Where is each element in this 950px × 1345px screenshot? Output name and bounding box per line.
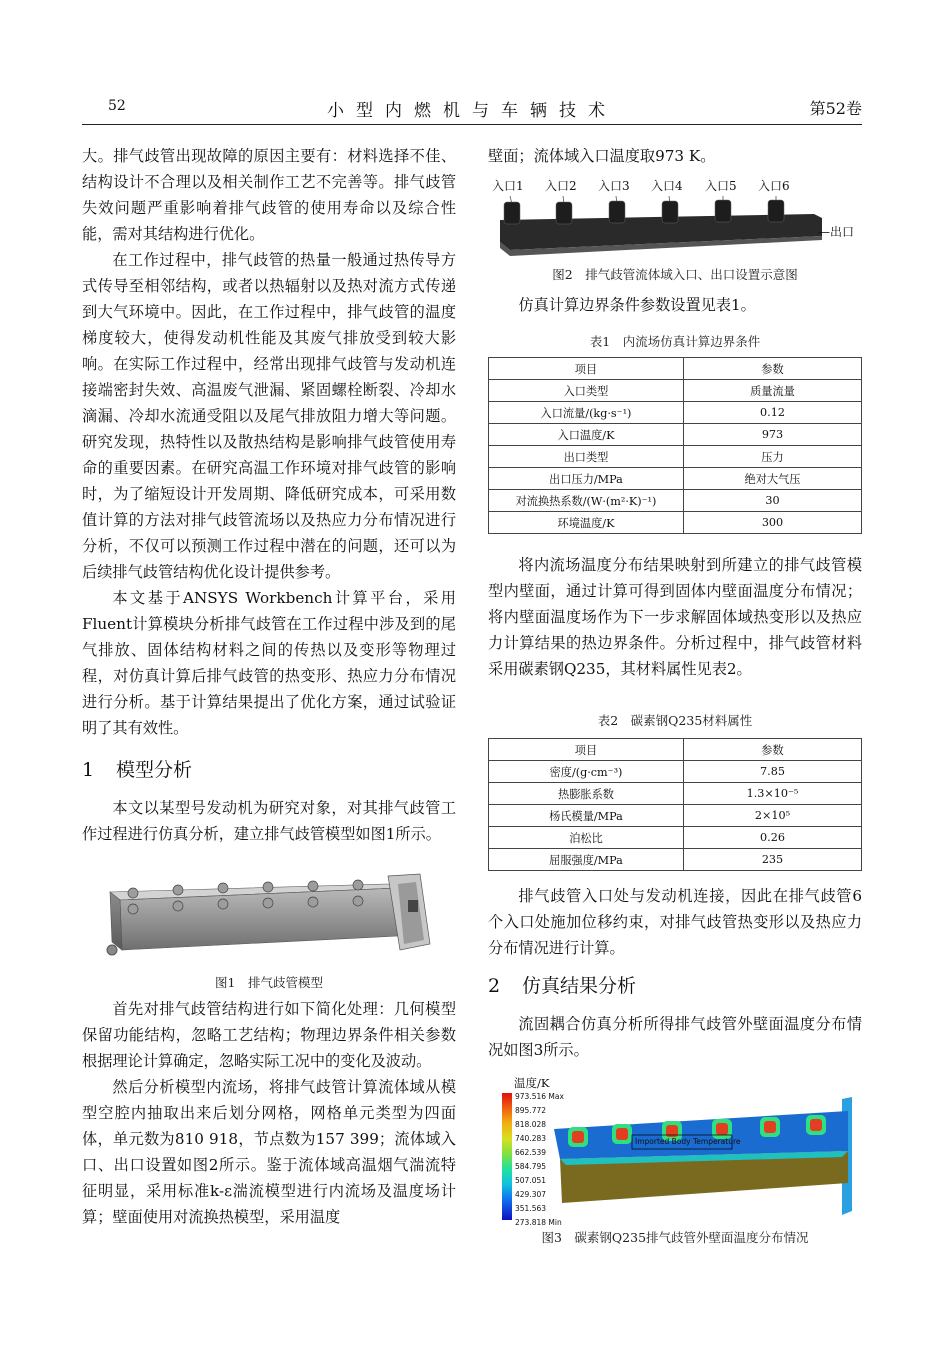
left-paragraph-6: 然后分析模型内流场，将排气歧管计算流体域从模型空腔内抽取出来后划分网格，网格单元类型为四面体，单元数为810 918，节点数为157 399；流体域入口、出口设置如图2所示。鉴于流体域高温烟气湍流特征明显，采用标准k-ε湍流模型进行内流场及温度场计算；壁面使用对流换热模型，采用温度 (82, 1078, 456, 1226)
table-cell: 质量流量 (684, 380, 862, 402)
table-cell: 0.12 (684, 402, 862, 424)
left-column-bottom (82, 996, 456, 1230)
inlet-label-6: 入口6 (758, 179, 790, 193)
right-paragraph-1: 壁面；流体域入口温度取973 K。 (488, 147, 716, 165)
right-paragraph-3-wrap (488, 552, 862, 682)
table-1-header-cell: 项目 (489, 358, 684, 380)
outlet-label: —出口 (818, 225, 855, 239)
table-cell: 30 (684, 490, 862, 512)
table-1-header-row (489, 358, 862, 380)
table-cell: 密度/(g·cm⁻³) (489, 761, 684, 783)
table-cell: 绝对大气压 (684, 468, 862, 490)
table-cell: 入口温度/K (489, 424, 684, 446)
table-2-header-cell: 项目 (489, 739, 684, 761)
left-column-mid (82, 795, 456, 847)
table-row (489, 512, 862, 534)
table-cell: 出口压力/MPa (489, 468, 684, 490)
figure-3-caption: 图3 碳素钢Q235排气歧管外壁面温度分布情况 (541, 1230, 809, 1245)
table-cell: 0.26 (684, 827, 862, 849)
legend-value: 662.539 (515, 1148, 547, 1157)
inlet-label-5: 入口5 (705, 179, 737, 193)
journal-title: 小型内燃机与车辆技术 (327, 101, 617, 121)
probe-label: Imported Body Temperature (635, 1137, 741, 1146)
right-paragraph-4: 排气歧管入口处与发动机连接，因此在排气歧管6个入口处施加位移约束，对排气歧管热变形以及热应力分布情况进行计算。 (488, 887, 862, 957)
table-row (489, 805, 862, 827)
table-1-header-cell: 参数 (684, 358, 862, 380)
table-cell: 环境温度/K (489, 512, 684, 534)
left-column-top (82, 143, 456, 741)
table-row (489, 380, 862, 402)
table-row (489, 783, 862, 805)
right-paragraph-3: 将内流场温度分布结果映射到所建立的排气歧管模型内壁面，通过计算可得到固体内壁面温度分布情况；将内壁面温度场作为下一步求解固体域热变形以及热应力计算结果的热边界条件。分析过程中，排气歧管材料采用碳素钢Q235，其材料属性见表2。 (488, 556, 862, 678)
legend-value: 818.028 (515, 1120, 547, 1129)
table-2-header-cell: 参数 (684, 739, 862, 761)
legend-value: 351.563 (515, 1204, 547, 1213)
legend-value: 507.051 (515, 1176, 547, 1185)
inlet-label-1: 入口1 (492, 179, 524, 193)
table-cell: 1.3×10⁻⁵ (684, 783, 862, 805)
right-paragraph-2: 仿真计算边界条件参数设置见表1。 (518, 296, 756, 314)
table-cell: 出口类型 (489, 446, 684, 468)
table-2 (488, 738, 862, 871)
legend-title: 温度/K (514, 1076, 550, 1090)
table-cell: 973 (684, 424, 862, 446)
right-paragraph-5: 流固耦合仿真分析所得排气歧管外壁面温度分布情况如图3所示。 (488, 1015, 862, 1059)
section-2-number: 2 (488, 975, 501, 997)
table-2-header-row (489, 739, 862, 761)
table-row (489, 446, 862, 468)
table-cell: 屈服强度/MPa (489, 849, 684, 871)
legend-value: 584.795 (515, 1162, 547, 1171)
table-row (489, 827, 862, 849)
left-paragraph-1: 大。排气歧管出现故障的原因主要有：材料选择不佳、结构设计不合理以及相关制作工艺不完善等。排气歧管失效问题严重影响着排气歧管的使用寿命以及综合性能，需对其结构进行优化。 (82, 147, 456, 243)
figure-1-caption: 图1 排气歧管模型 (215, 975, 323, 990)
section-1-number: 1 (82, 759, 95, 781)
page-number: 52 (108, 98, 126, 114)
inlet-label-3: 入口3 (598, 179, 630, 193)
table-row (489, 761, 862, 783)
table-row (489, 424, 862, 446)
table-cell: 对流换热系数/(W·(m²·K)⁻¹) (489, 490, 684, 512)
inlet-label-4: 入口4 (651, 179, 683, 193)
section-2-title: 仿真结果分析 (522, 975, 637, 997)
section-2-heading (488, 972, 636, 1000)
left-paragraph-3: 本文基于ANSYS Workbench计算平台，采用Fluent计算模块分析排气歧管在工作过程中涉及到的尾气排放、固体结构材料之间的传热以及变形等物理过程，对仿真计算后排气歧管的热变形、热应力分布情况进行分析。基于计算结果提出了优化方案，通过试验证明了其有效性。 (82, 589, 456, 737)
right-paragraph-4-wrap (488, 883, 862, 961)
temperature-contour-image (552, 1093, 862, 1221)
figure-1-manifold-model (98, 870, 443, 962)
left-paragraph-4: 本文以某型号发动机为研究对象，对其排气歧管工作过程进行仿真分析，建立排气歧管模型如图1所示。 (82, 799, 456, 843)
manifold-3d-image (98, 870, 443, 962)
right-paragraph-5-wrap (488, 1011, 862, 1063)
legend-value: 273.818 Min (515, 1218, 562, 1227)
fluid-domain-image (496, 190, 826, 260)
table-1 (488, 357, 862, 534)
table-1-title: 表1 内流场仿真计算边界条件 (589, 334, 761, 349)
table-cell: 泊松比 (489, 827, 684, 849)
legend-colorbar (502, 1093, 512, 1220)
outlet-text: 出口 (830, 225, 855, 239)
legend-value: 429.307 (515, 1190, 547, 1199)
section-1-heading (82, 756, 192, 784)
table-row (489, 490, 862, 512)
right-paragraph-2-wrap (488, 292, 862, 318)
figure-3-temperature (502, 1092, 862, 1227)
table-cell: 300 (684, 512, 862, 534)
inlet-label-2: 入口2 (545, 179, 577, 193)
left-paragraph-5: 首先对排气歧管结构进行如下简化处理：几何模型保留功能结构，忽略工艺结构；物理边界条件相关参数根据理论计算确定，忽略实际工况中的变化及波动。 (82, 1000, 456, 1070)
table-cell: 2×10⁵ (684, 805, 862, 827)
legend-value: 973.516 Max (515, 1092, 564, 1101)
table-row (489, 468, 862, 490)
figure-2-caption: 图2 排气歧管流体域入口、出口设置示意图 (552, 267, 798, 282)
figure-2-fluid-domain (496, 190, 826, 260)
left-paragraph-2: 在工作过程中，排气歧管的热量一般通过热传导方式传导至相邻结构，或者以热辐射以及热对流方式传递到大气环境中。因此，在工作过程中，排气歧管的温度梯度较大，使得发动机性能及其废气排放受到较大影响。在实际工作过程中，经常出现排气歧管与发动机连接端密封失效、高温废气泄漏、紧固螺栓断裂、冷却水滴漏、冷却水流通受阻以及尾气排放阻力增大等问题。研究发现，热特性以及散热结构是影响排气歧管使用寿命的重要因素。在研究高温工作环境对排气歧管的影响时，为了缩短设计开发周期、降低研究成本，可采用数值计算的方法对排气歧管流场以及热应力分布情况进行分析，不仅可以预测工作过程中潜在的问题，还可以为后续排气歧管结构优化设计提供参考。 (82, 251, 456, 581)
table-row (489, 402, 862, 424)
table-cell: 入口类型 (489, 380, 684, 402)
legend-value: 740.283 (515, 1134, 547, 1143)
table-cell: 入口流量/(kg·s⁻¹) (489, 402, 684, 424)
table-cell: 压力 (684, 446, 862, 468)
table-cell: 杨氏模量/MPa (489, 805, 684, 827)
table-cell: 热膨胀系数 (489, 783, 684, 805)
legend-value: 895.772 (515, 1106, 547, 1115)
right-column-top (488, 143, 862, 169)
table-row (489, 849, 862, 871)
table-cell: 7.85 (684, 761, 862, 783)
volume-label: 第52卷 (809, 99, 862, 118)
table-2-title: 表2 碳素钢Q235材料属性 (597, 713, 753, 728)
page-header (82, 96, 862, 125)
table-cell: 235 (684, 849, 862, 871)
section-1-title: 模型分析 (116, 759, 193, 781)
